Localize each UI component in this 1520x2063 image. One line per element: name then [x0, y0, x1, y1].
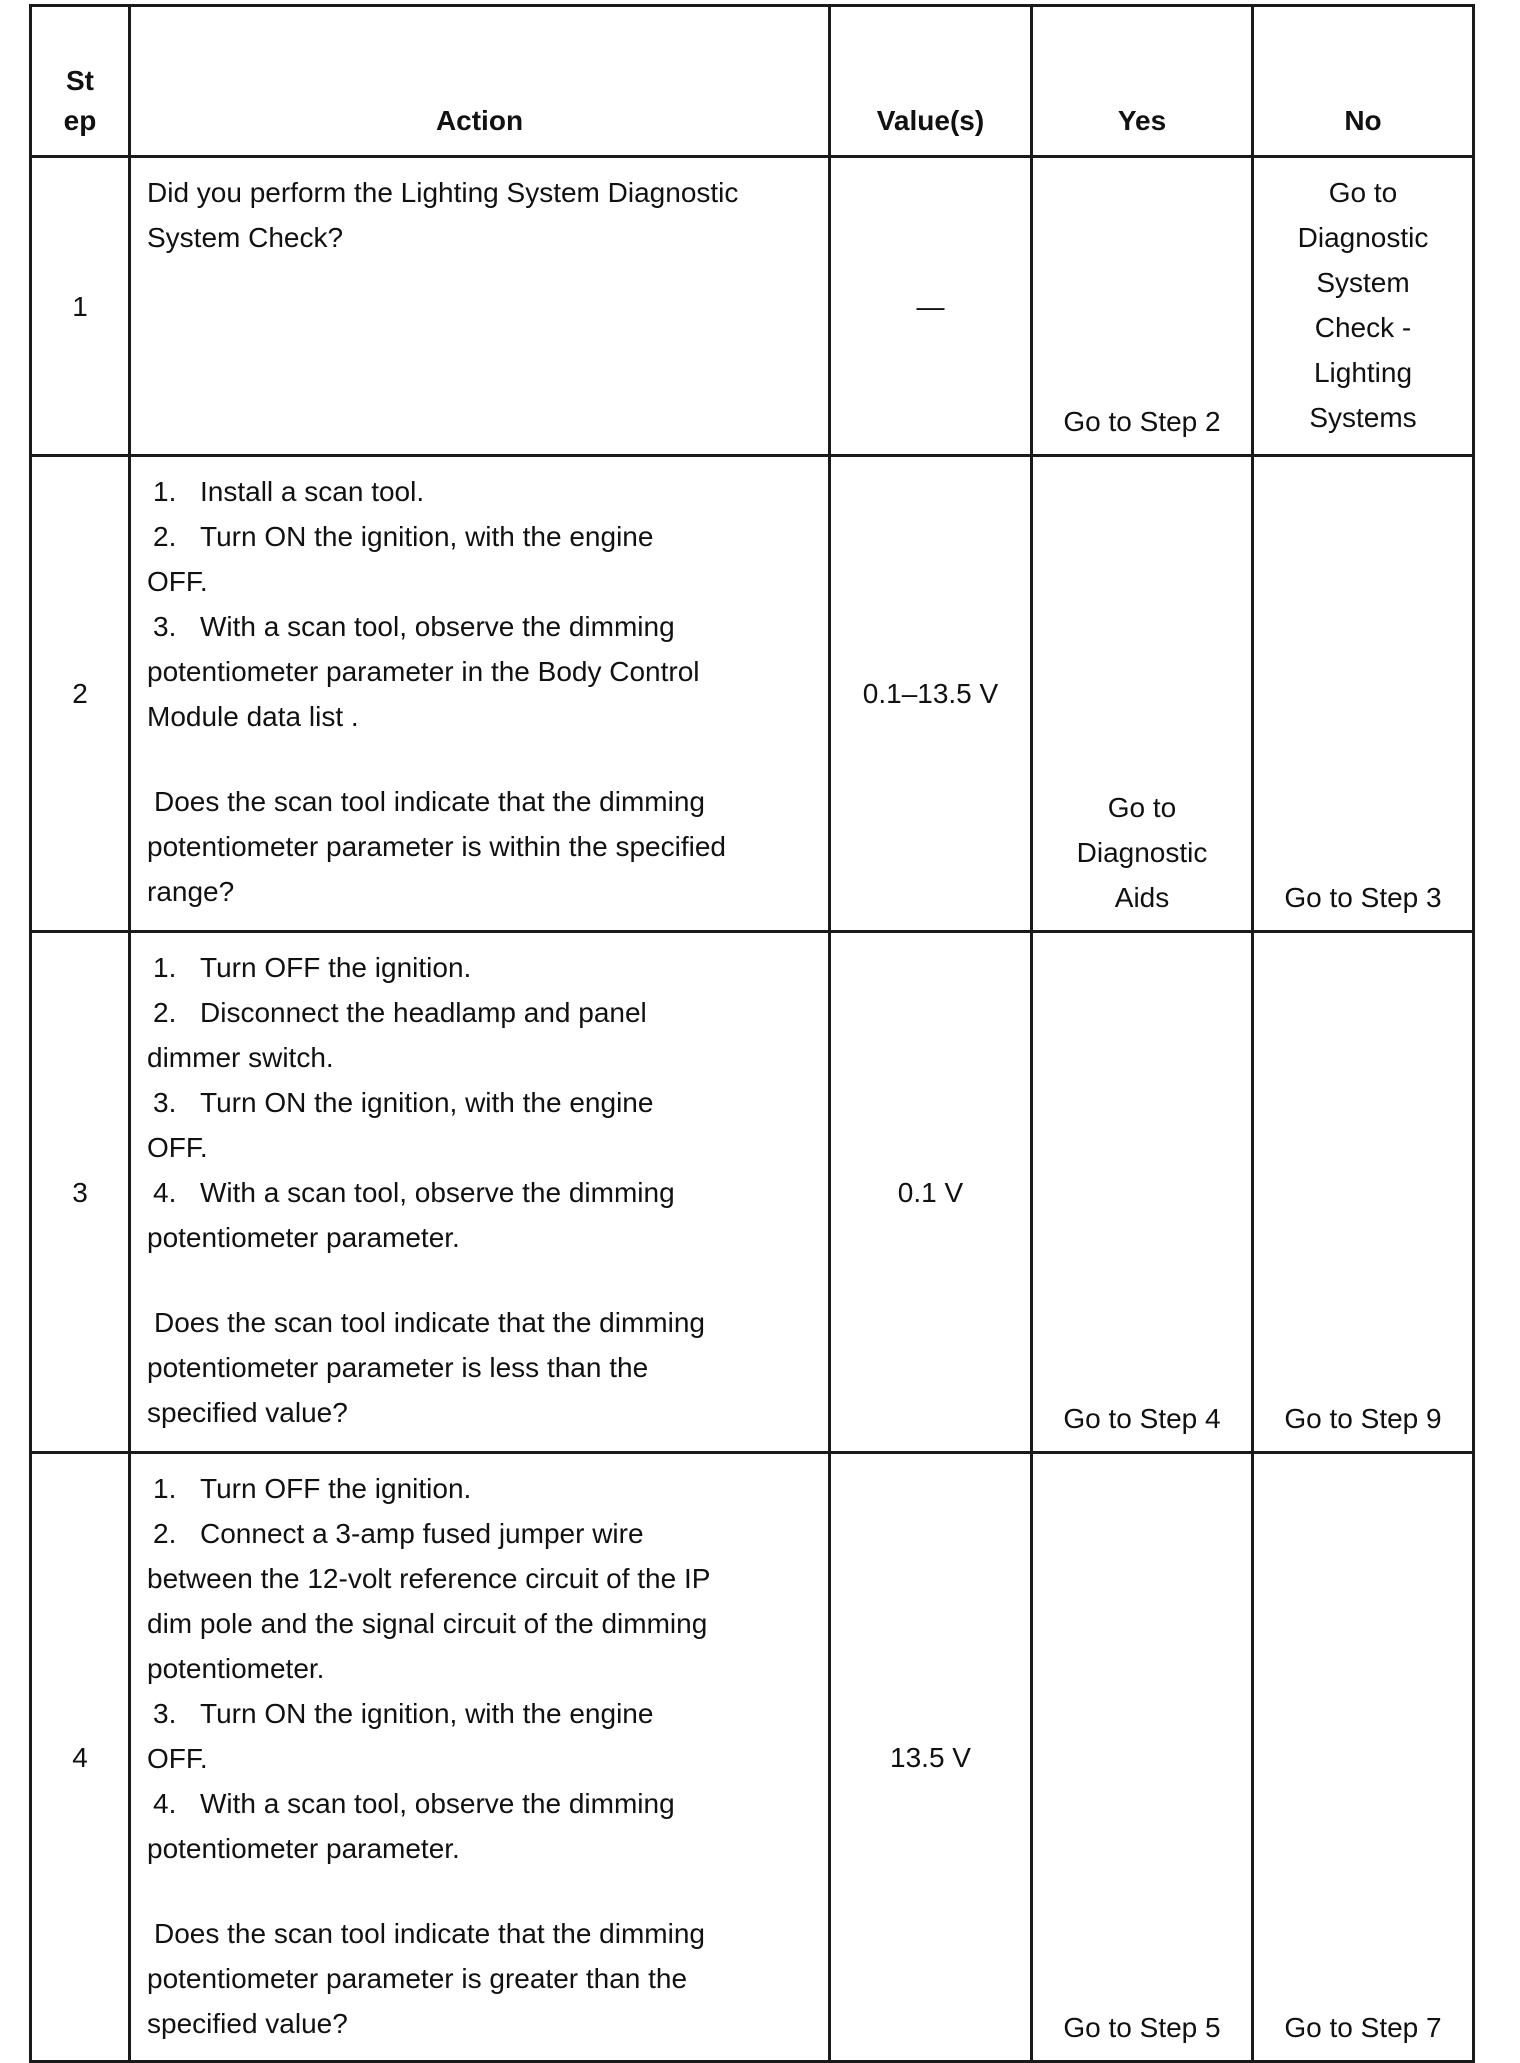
value-cell: 0.1–13.5 V: [830, 456, 1032, 932]
yes-cell: Go to Step 2: [1032, 157, 1253, 456]
value-cell: 13.5 V: [830, 1453, 1032, 2062]
header-value: Value(s): [830, 6, 1032, 157]
no-cell: Go to Step 3: [1253, 456, 1474, 932]
action-cell: 1. Turn OFF the ignition. 2. Connect a 3-amp fused jumper wire between the 12-volt reference circuit of the IP dim pole and the signal circuit of the dimming potentiometer. 3. Turn ON the ignition, with the engine OFF. 4. With a scan tool, observe the dimming potentiometer parameter. Does the scan tool indicate that the dimming potentiometer parameter is greater than the specified value?: [130, 1453, 830, 2062]
table-row: [31, 157, 1474, 456]
step-number: 2: [31, 456, 130, 932]
step-number: 4: [31, 1453, 130, 2062]
step-number: 1: [31, 157, 130, 456]
no-cell: Go to Diagnostic System Check - Lighting Systems: [1253, 157, 1474, 456]
table-row: [31, 932, 1474, 1453]
header-no: No: [1253, 6, 1474, 157]
yes-cell: Go to Step 5: [1032, 1453, 1253, 2062]
yes-cell: Go to Diagnostic Aids: [1032, 456, 1253, 932]
table-row: [31, 1453, 1474, 2062]
no-cell: Go to Step 9: [1253, 932, 1474, 1453]
action-cell: 1. Install a scan tool. 2. Turn ON the ignition, with the engine OFF. 3. With a scan tool, observe the dimming potentiometer parameter in the Body Control Module data list . Does the scan tool indicate that the dimming potentiometer parameter is within the specified range?: [130, 456, 830, 932]
value-cell: 0.1 V: [830, 932, 1032, 1453]
yes-cell: Go to Step 4: [1032, 932, 1253, 1453]
action-cell: Did you perform the Lighting System Diagnostic System Check?: [130, 157, 830, 456]
step-number: 3: [31, 932, 130, 1453]
header-yes: Yes: [1032, 6, 1253, 157]
action-cell: 1. Turn OFF the ignition. 2. Disconnect the headlamp and panel dimmer switch. 3. Turn ON the ignition, with the engine OFF. 4. With a scan tool, observe the dimming potentiometer parameter. Does the scan tool indicate that the dimming potentiometer parameter is less than the specified value?: [130, 932, 830, 1453]
header-step: St ep: [31, 6, 130, 157]
no-cell: Go to Step 7: [1253, 1453, 1474, 2062]
diagnostic-table: [29, 4, 1475, 2063]
value-cell: —: [830, 157, 1032, 456]
table-row: [31, 456, 1474, 932]
header-row: [31, 6, 1474, 157]
header-action: Action: [130, 6, 830, 157]
